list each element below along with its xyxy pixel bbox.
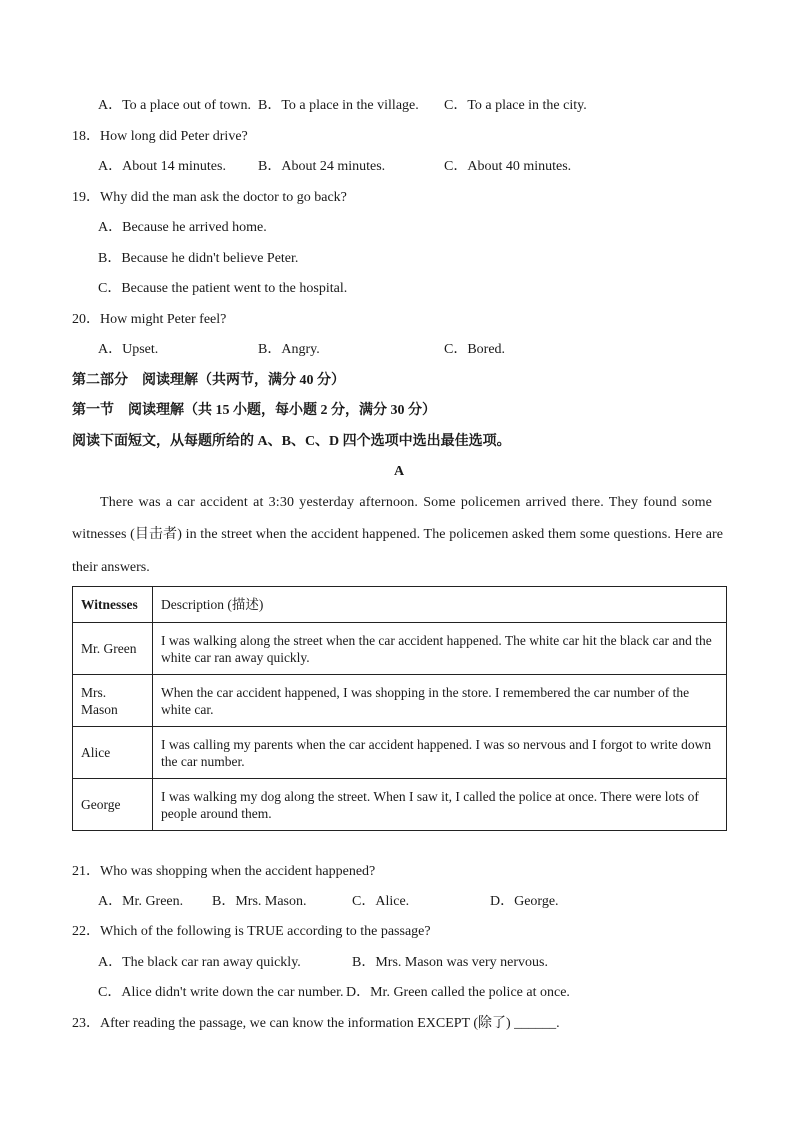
table-row xyxy=(73,623,727,675)
q22-option-c: C．Alice didn't write down the car number. xyxy=(98,985,344,1000)
q23-question: 23．After reading the passage, we can know the information EXCEPT (除了) ______. xyxy=(72,1016,560,1031)
q22-option-b: B．Mrs. Mason was very nervous. xyxy=(352,955,548,970)
q18-option-a: A．About 14 minutes. xyxy=(98,159,226,174)
q19-question: 19．Why did the man ask the doctor to go back? xyxy=(72,190,347,205)
q17-option-a: A．To a place out of town. xyxy=(98,98,251,113)
q17-option-b: B．To a place in the village. xyxy=(258,98,419,113)
passage-line-1: There was a car accident at 3:30 yesterday afternoon. Some policemen arrived there. They found some xyxy=(100,495,713,510)
q22-option-d: D．Mr. Green called the police at once. xyxy=(346,985,570,1000)
part-heading: 第二部分 阅读理解（共两节，满分 40 分） xyxy=(72,373,345,388)
q19-option-a: A．Because he arrived home. xyxy=(98,220,267,235)
q21-option-b: B．Mrs. Mason. xyxy=(212,894,307,909)
witness-name: Alice xyxy=(73,727,153,779)
q20-question: 20．How might Peter feel? xyxy=(72,312,227,327)
q19-option-c: C．Because the patient went to the hospital. xyxy=(98,281,348,296)
witness-description: I was walking my dog along the street. When I saw it, I called the police at once. There were lots of people around them. xyxy=(153,779,727,831)
q18-question: 18．How long did Peter drive? xyxy=(72,129,248,144)
witness-table xyxy=(72,586,727,831)
table-row xyxy=(73,779,727,831)
q18-option-b: B．About 24 minutes. xyxy=(258,159,386,174)
table-row xyxy=(73,727,727,779)
table-header-row xyxy=(73,587,727,623)
q21-option-d: D．George. xyxy=(490,894,559,909)
q22-question: 22．Which of the following is TRUE according to the passage? xyxy=(72,924,431,939)
table-header-description: Description (描述) xyxy=(153,587,727,623)
witness-description: I was walking along the street when the car accident happened. The white car hit the black car and the white car ran away quickly. xyxy=(153,623,727,675)
q21-question: 21．Who was shopping when the accident happened? xyxy=(72,864,376,879)
q22-option-a: A．The black car ran away quickly. xyxy=(98,955,301,970)
q18-option-c: C．About 40 minutes. xyxy=(444,159,572,174)
witness-description: When the car accident happened, I was shopping in the store. I remembered the car number of the white car. xyxy=(153,675,727,727)
witness-name: George xyxy=(73,779,153,831)
passage-label: A xyxy=(394,464,405,479)
instruction: 阅读下面短文，从每题所给的 A、B、C、D 四个选项中选出最佳选项。 xyxy=(72,434,511,449)
q20-option-b: B．Angry. xyxy=(258,342,320,357)
sub-heading: 第一节 阅读理解（共 15 小题，每小题 2 分，满分 30 分） xyxy=(72,403,436,418)
q21-option-a: A．Mr. Green. xyxy=(98,894,184,909)
witness-name: Mr. Green xyxy=(73,623,153,675)
passage-line-3: their answers. xyxy=(72,560,150,575)
witness-description: I was calling my parents when the car accident happened. I was so nervous and I forgot to write down the car number. xyxy=(153,727,727,779)
passage-line-2: witnesses (目击者) in the street when the accident happened. The policemen asked them some questions. Here are xyxy=(72,527,724,542)
q17-option-c: C．To a place in the city. xyxy=(444,98,587,113)
witness-name: Mrs. Mason xyxy=(73,675,153,727)
table-header-witnesses: Witnesses xyxy=(73,587,153,623)
q21-option-c: C．Alice. xyxy=(352,894,410,909)
q19-option-b: B．Because he didn't believe Peter. xyxy=(98,251,299,266)
table-row xyxy=(73,675,727,727)
q20-option-c: C．Bored. xyxy=(444,342,506,357)
q20-option-a: A．Upset. xyxy=(98,342,159,357)
